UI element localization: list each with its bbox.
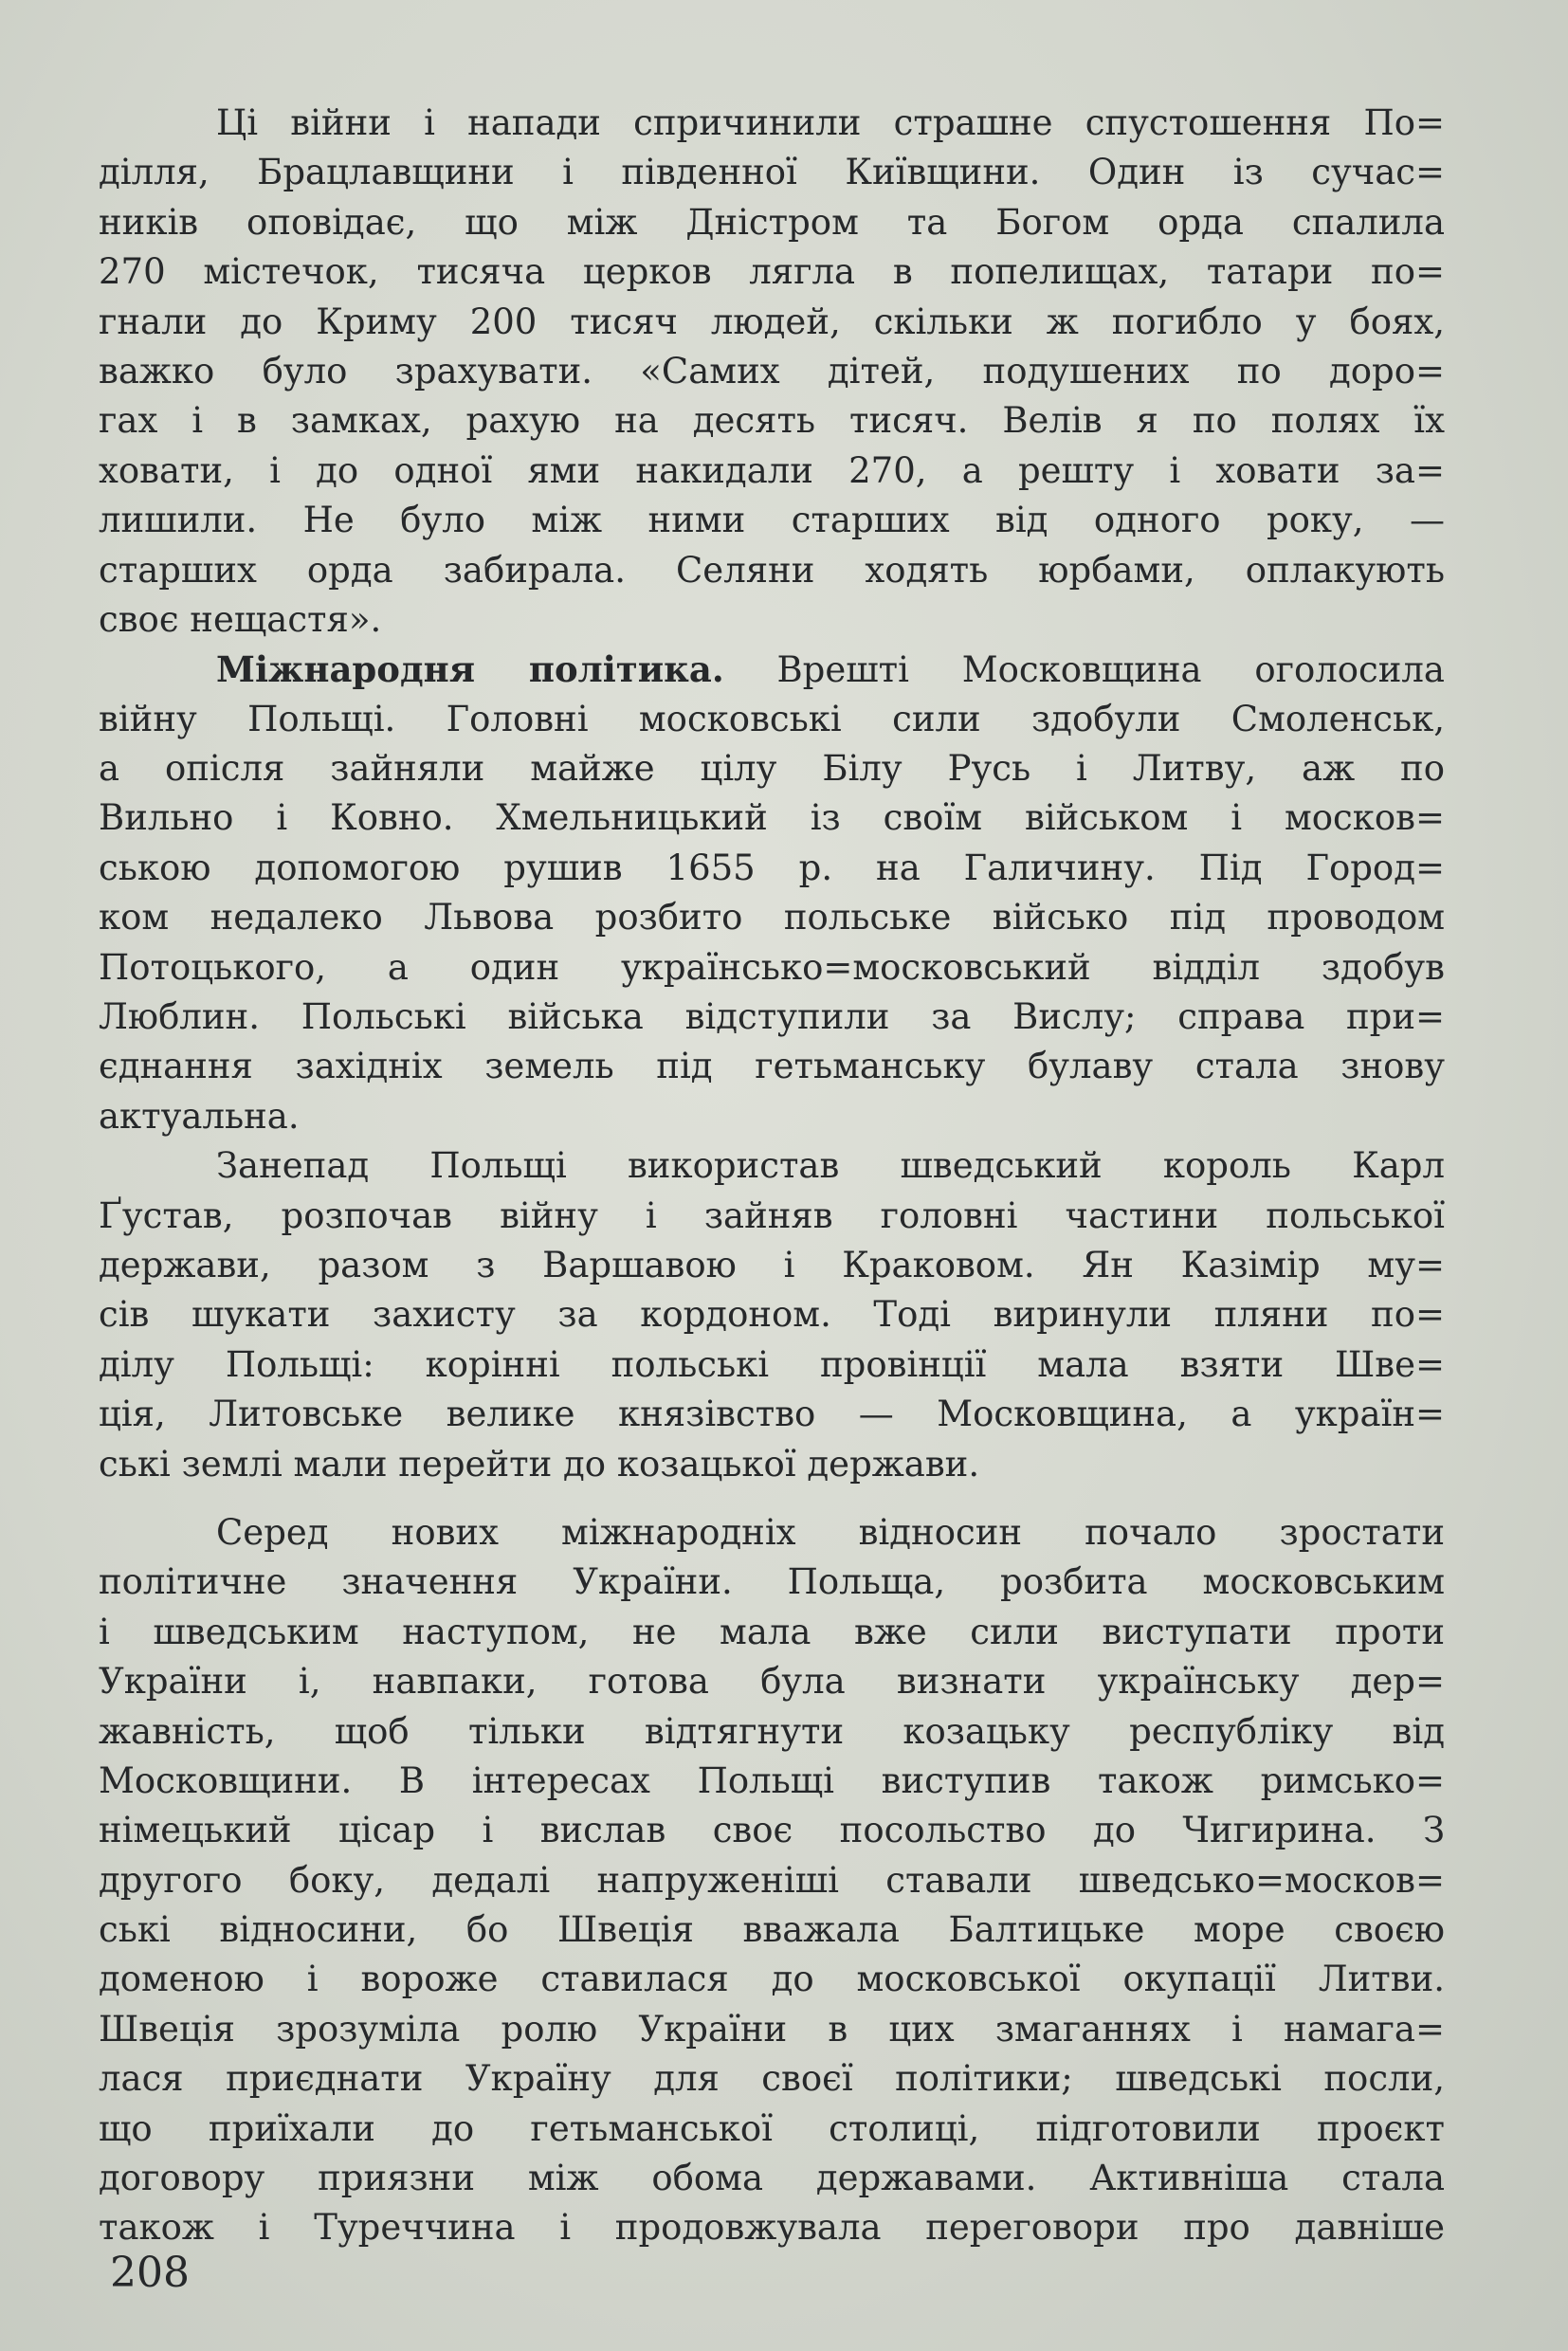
text-line: ділу Польщі: корінні польські провінції мала взяти Шве= [99, 1343, 1445, 1385]
page-number: 208 [110, 2249, 190, 2297]
text-line: договору приязни між обома державами. Активніша стала [99, 2158, 1445, 2199]
heading-line-rest: Врешті Московщина оголосила [723, 649, 1445, 691]
text-line: ників оповідає, що між Дністром та Богом орда спалила [99, 201, 1445, 243]
text-line: ські відносини, бо Швеція вважала Балтицьке море своєю [99, 1909, 1445, 1951]
paragraph-4 [99, 1508, 1445, 2253]
text-line: ділля, Брацлавщини і південної Київщини. Один із сучас= [99, 152, 1445, 193]
text-line: ською допомогою рушив 1655 р. на Галичину. Під Город= [99, 847, 1445, 888]
text-line: лася приєднати Україну для своєї політики; шведські посли, [99, 2058, 1445, 2100]
text-line: а опісля зайняли майже цілу Білу Русь і Литву, аж по [99, 748, 1445, 790]
text-line: важко було зрахувати. «Самих дітей, подушених по доро= [99, 350, 1445, 392]
text-line: лишили. Не було між ними старших від одного року, — [99, 500, 1445, 541]
paragraph-1 [99, 99, 1445, 645]
text-line: Потоцького, а один українсько=московський відділ здобув [99, 946, 1445, 988]
text-line [99, 645, 1445, 694]
text-line: політичне значення України. Польща, розбита московським [99, 1561, 1445, 1603]
text-line: Ці війни і напади спричинили страшне спустошення По= [216, 102, 1445, 143]
text-line: 270 містечок, тисяча церков лягла в попелищах, татари по= [99, 251, 1445, 293]
text-line: німецький цісар і вислав своє посольство до Чигирина. З [99, 1810, 1445, 1851]
text-line: своє нещастя». [99, 598, 382, 640]
text-line: актуальна. [99, 1095, 300, 1137]
text-line: єднання західніх земель під гетьманську булаву стала знову [99, 1046, 1445, 1087]
text-line: ховати, і до одної ями накидали 270, а решту і ховати за= [99, 449, 1445, 491]
text-line: ком недалеко Львова розбито польське військо під проводом [99, 897, 1445, 939]
text-line: України і, навпаки, готова була визнати українську дер= [99, 1661, 1445, 1703]
text-line: Занепад Польщі використав шведський король Карл [216, 1145, 1445, 1187]
text-line: війну Польщі. Головні московські сили здобули Смоленськ, [99, 698, 1445, 739]
text-line: ція, Литовське велике князівство — Московщина, а україн= [99, 1394, 1445, 1435]
text-line: гах і в замках, рахую на десять тисяч. Велів я по полях їх [99, 400, 1445, 442]
text-line: Швеція зрозуміла ролю України в цих змаганнях і намага= [99, 2008, 1445, 2050]
text-line: старших орда забирала. Селяни ходять юрбами, оплакують [99, 549, 1445, 591]
text-line: ські землі мали перейти до козацької держави. [99, 1443, 980, 1485]
text-line: і шведським наступом, не мала вже сили виступати проти [99, 1611, 1445, 1652]
text-line: доменою і вороже ставилася до московської окупації Литви. [99, 1959, 1445, 2000]
paragraph-2 [99, 645, 1445, 1141]
text-line: держави, разом з Варшавою і Краковом. Ян Казімір му= [99, 1244, 1445, 1285]
text-line: гнали до Криму 200 тисяч людей, скільки ж погибло у боях, [99, 301, 1445, 342]
text-line: також і Туреччина і продовжувала переговори про давніше [99, 2207, 1445, 2249]
text-line: що приїхали до гетьманської столиці, підготовили проєкт [99, 2107, 1445, 2149]
text-line: другого боку, дедалі напруженіші ставали шведсько=москов= [99, 1859, 1445, 1901]
text-line: Серед нових міжнародніх відносин почало зростати [216, 1511, 1445, 1553]
section-heading: Міжнародня політика. [216, 648, 724, 691]
text-line: Люблин. Польські війська відступили за Вислу; справа при= [99, 996, 1445, 1038]
text-line: Московщини. В інтересах Польщі виступив також римсько= [99, 1759, 1445, 1801]
paragraph-gap [99, 1489, 1445, 1508]
paragraph-3 [99, 1141, 1445, 1489]
text-line: Ґустав, розпочав війну і зайняв головні частини польської [99, 1194, 1445, 1236]
text-line: жавність, щоб тільки відтягнути козацьку республіку від [99, 1710, 1445, 1752]
body-text [99, 99, 1445, 2253]
text-line: Вильно і Ковно. Хмельницький із своїм військом і москов= [99, 797, 1445, 839]
text-line: сів шукати захисту за кордоном. Тоді виринули пляни по= [99, 1294, 1445, 1336]
